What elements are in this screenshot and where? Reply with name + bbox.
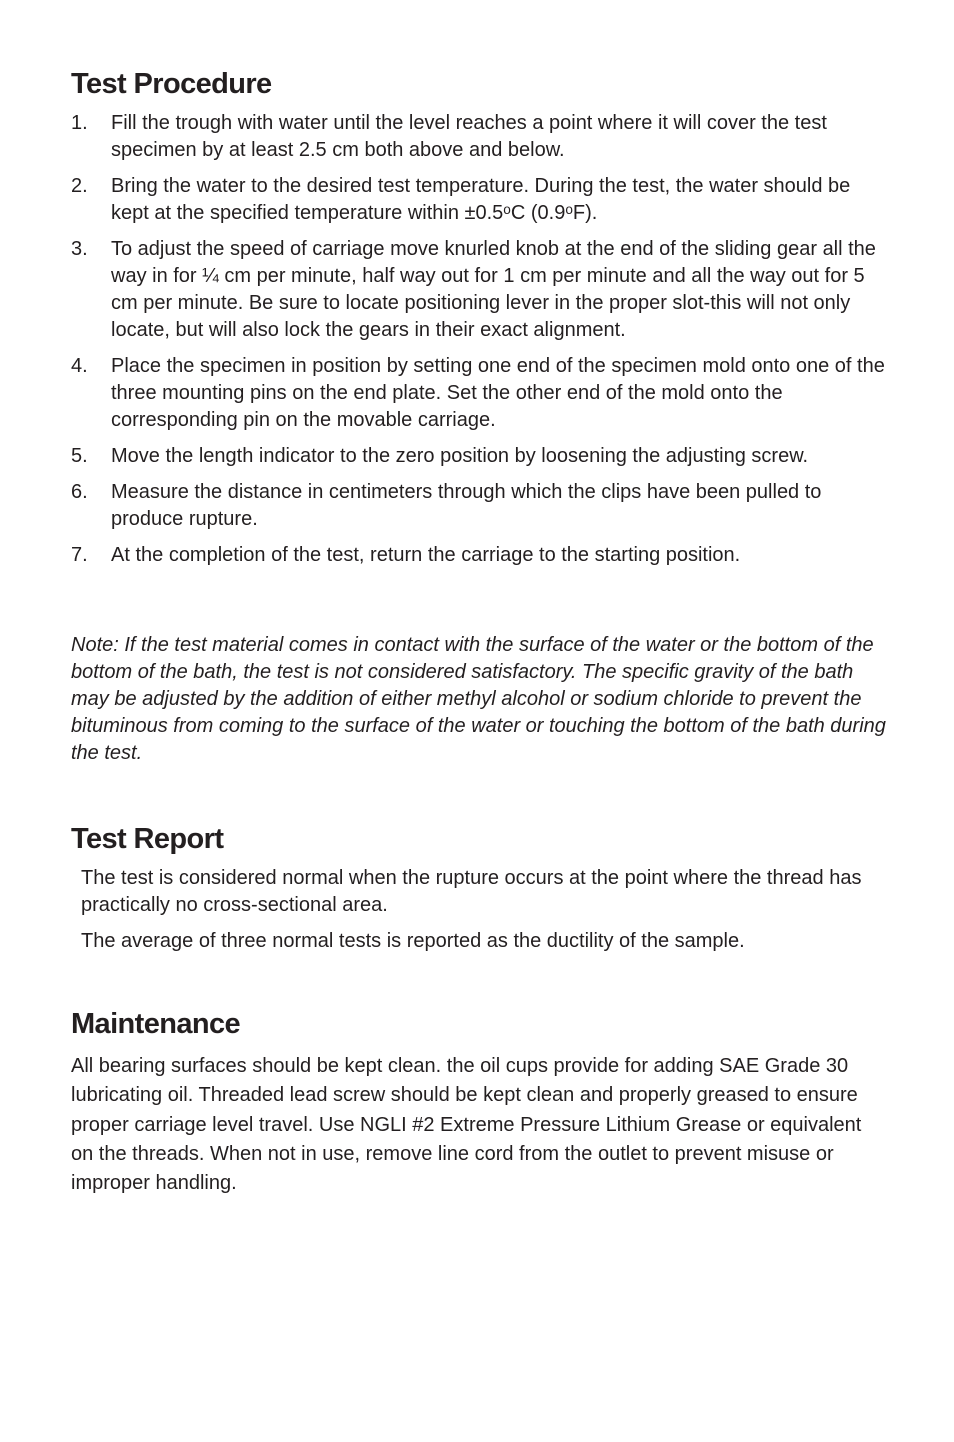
step-text: Move the length indicator to the zero position by loosening the adjusting screw. — [111, 445, 809, 467]
step-number: 6. — [71, 481, 88, 503]
step-number: 7. — [71, 544, 88, 566]
step-text: To adjust the speed of carriage move knurled knob at the end of the sliding gear all the way in for ¼ cm per minute, half way out for 1 cm per minute and all the way out for 5 cm per minute. Be sure to locate positioning lever in the proper slot-this will not only locate, but will also lock the gears in their exact alignment. — [111, 238, 876, 341]
maintenance-heading: Maintenance — [71, 1008, 241, 1040]
procedure-step-list — [71, 110, 886, 578]
test-report-heading: Test Report — [71, 823, 224, 855]
step-text: Bring the water to the desired test temperature. During the test, the water should be kept at the specified temperature within ±0.5ᵒC (0.9ᵒF). — [111, 175, 851, 224]
report-paragraph: The test is considered normal when the rupture occurs at the point where the thread has practically no cross-sectional area. — [81, 867, 862, 916]
procedure-step — [71, 236, 886, 344]
procedure-step — [71, 479, 886, 533]
test-procedure-heading: Test Procedure — [71, 68, 272, 100]
step-number: 1. — [71, 112, 88, 134]
step-text: Place the specimen in position by setting one end of the specimen mold onto one of the three mounting pins on the end plate. Set the other end of the mold onto the corresponding pin on the movable carriage. — [111, 355, 885, 431]
step-number: 3. — [71, 238, 88, 260]
step-number: 5. — [71, 445, 88, 467]
procedure-step — [71, 542, 886, 569]
procedure-step — [71, 353, 886, 434]
maintenance-paragraph: All bearing surfaces should be kept clean. the oil cups provide for adding SAE Grade 30 lubricating oil. Threaded lead screw should be kept clean and properly greased to ensure proper carriage level travel. Use NGLI #2 Extreme Pressure Lithium Grease or equivalent on the threads. When not in use, remove line cord from the outlet to prevent misuse or improper handling. — [71, 1055, 862, 1195]
step-text: Measure the distance in centimeters through which the clips have been pulled to produce rupture. — [111, 481, 822, 530]
test-report-body — [81, 865, 881, 964]
report-paragraph: The average of three normal tests is reported as the ductility of the sample. — [81, 930, 745, 952]
step-number: 2. — [71, 175, 88, 197]
step-text: At the completion of the test, return the carriage to the starting position. — [111, 544, 741, 566]
procedure-note: Note: If the test material comes in contact with the surface of the water or the bottom of the bottom of the bath, the test is not considered satisfactory. The specific gravity of the bath may be adjusted by the addition of either methyl alcohol or sodium chloride to prevent the bituminous from coming to the surface of the water or touching the bottom of the bath during the test. — [71, 634, 886, 764]
procedure-step — [71, 443, 886, 470]
step-number: 4. — [71, 355, 88, 377]
procedure-step — [71, 173, 886, 227]
procedure-step — [71, 110, 886, 164]
step-text: Fill the trough with water until the level reaches a point where it will cover the test specimen by at least 2.5 cm both above and below. — [111, 112, 827, 161]
